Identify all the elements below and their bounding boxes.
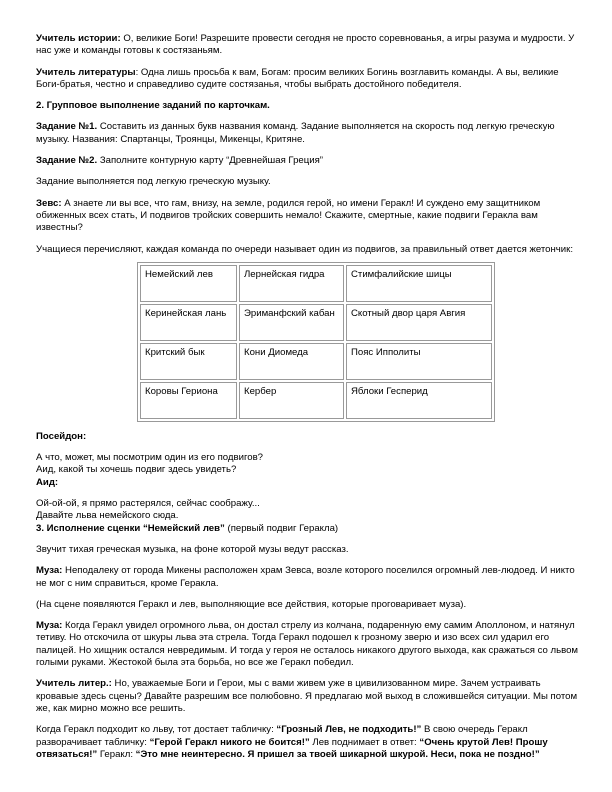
- paragraph-text: В свою очередь Геракл разворачивает табличку:: [36, 724, 528, 748]
- document-page: [36, 33, 582, 761]
- paragraph-text: Учащиеся перечисляют, каждая команда по очереди называет один из подвигов, за правильный ответ дается жетончик:: [36, 243, 574, 255]
- paragraph-text: Лев поднимает в ответ:: [309, 736, 420, 748]
- table-cell: Скотный двор царя Авгия: [346, 304, 492, 341]
- paragraph-music: Звучит тихая греческая музыка, на фоне которой музы ведут рассказ.: [36, 543, 349, 555]
- paragraph-text: : Одна лишь просьба к вам, Богам: просим великих Богинь возглавить команды. А вы, великие Боги-братья, честно и справедливо судите состязанья, чтобы выбрать достойного победителя.: [36, 66, 559, 90]
- table-cell: Кербер: [239, 382, 344, 419]
- aid-line-2: Давайте льва немейского сюда.: [36, 510, 179, 522]
- paragraph-muse-1: [36, 565, 582, 590]
- paragraph-literature-teacher-2: [36, 678, 582, 715]
- section-heading-3: [36, 523, 582, 535]
- section-heading-note: (первый подвиг Геракла): [224, 522, 339, 534]
- paragraph-task-1: [36, 121, 582, 146]
- table-row: [140, 304, 492, 341]
- sign-text: “Герой Геракл никого не боится!”: [149, 736, 310, 748]
- paragraph-text: Когда Геракл подходит ко льву, тот достает табличку:: [36, 724, 277, 736]
- paragraph-music-note: [36, 176, 582, 188]
- speaker-label: Зевс:: [36, 197, 62, 209]
- table-cell: Яблоки Гесперид: [346, 382, 492, 419]
- paragraph-task-2: [36, 155, 582, 167]
- speaker-label: Посейдон:: [36, 430, 87, 442]
- paragraph-muse-2: [36, 620, 582, 669]
- paragraph-history-teacher: [36, 33, 582, 58]
- table-cell: Стимфалийские шицы: [346, 265, 492, 302]
- table-cell: Лернейская гидра: [239, 265, 344, 302]
- table-cell: Эриманфский кабан: [239, 304, 344, 341]
- paragraph-text: Когда Геракл увидел огромного льва, он достал стрелу из колчана, подаренную ему самим Аполлоном, и натянул тетиву. Но отскочила от шкуры льва эта стрела. Тогда Геракл подошел к грозному зверю и изо всех сил ударил его палицей. Но хищник остался невредимым. И тогда у героя не осталось никакого другого выхода, как сражаться со львом голыми руками. Жестокой была эта борьба, но все же Геракл победил.: [36, 620, 579, 669]
- sign-text: “Это мне неинтересно. Я пришел за твоей шикарной шкурой. Неси, пока не поздно!”: [135, 748, 540, 760]
- table-cell: Критский бык: [140, 343, 237, 380]
- speaker-label: Учитель истории:: [36, 33, 121, 44]
- table-row: [140, 382, 492, 419]
- paragraph-text: Задание выполняется под легкую греческую музыку.: [36, 176, 271, 188]
- paragraph-stage-note: (На сцене появляются Геракл и лев, выполняющие все действия, которые проговаривает муза).: [36, 598, 467, 610]
- speaker-label: Учитель литературы: [36, 66, 136, 78]
- paragraph-text: А знаете ли вы все, что гам, внизу, на земле, родился герой, но имени Геракл! И суждено ему защитником обиженных всех стать, И подвигов тройских совершить немало! Скажите, смертные, какие подвиги Геракла вам известны?: [36, 197, 541, 234]
- paragraph-text: Неподалеку от города Микены расположен храм Зевса, возле которого поселился огромный лев-людоед. И никто не мог с ним справиться, кроме Геракла.: [36, 565, 575, 589]
- table-cell: Немейский лев: [140, 265, 237, 302]
- sign-text: “Грозный Лев, не подходить!”: [276, 724, 422, 736]
- task-label: Задание №2.: [36, 155, 98, 167]
- table-cell: Коровы Гериона: [140, 382, 237, 419]
- paragraph-zeus: [36, 198, 582, 235]
- paragraph-students: [36, 244, 582, 256]
- table-cell: Керинейская лань: [140, 304, 237, 341]
- aid-label-line: [36, 477, 582, 489]
- paragraph-literature-teacher: [36, 67, 582, 92]
- table-cell: Пояс Ипполиты: [346, 343, 492, 380]
- labors-table: [137, 262, 495, 422]
- poseidon-line-2: Аид, какой ты хочешь подвиг здесь увидеть?: [36, 464, 237, 476]
- paragraph-text: О, великие Боги! Разрешите провести сегодня не просто соревнованья, а игры разума и мудрости. У нас уже и команды готовы к состязаньям.: [36, 33, 575, 57]
- aid-line-1: Ой-ой-ой, я прямо растерялся, сейчас соображу...: [36, 498, 260, 510]
- section-heading-text: 3. Исполнение сценки “Немейский лев”: [36, 522, 225, 534]
- table-row: [140, 265, 492, 302]
- poseidon-line-1: А что, может, мы посмотрим один из его подвигов?: [36, 452, 264, 464]
- poseidon-label-line: [36, 431, 582, 443]
- paragraph-text: Составить из данных букв названия команд. Задание выполняется на скорость под легкую греческую музыку. Названия: Спартанцы, Троянцы, Микенцы, Критяне.: [36, 121, 555, 145]
- speaker-label: Учитель литер.:: [36, 678, 112, 690]
- paragraph-text: Заполните контурную карту “Древнейшая Греция”: [97, 155, 323, 167]
- section-heading-2: [36, 100, 582, 112]
- paragraph-text: Но, уважаемые Боги и Герои, мы с вами живем уже в цивилизованном мире. Зачем устраивать кровавые здесь сцены? Давайте разрешим все полюбовно. Я предлагаю мой выход в сложившейся ситуации. Мы потом же, как мирно можно все решить.: [36, 678, 578, 714]
- speaker-label: Муза:: [36, 620, 63, 632]
- task-label: Задание №1.: [36, 121, 98, 133]
- paragraph-signs: [36, 724, 582, 761]
- speaker-label: Муза:: [36, 565, 63, 577]
- table-cell: Кони Диомеда: [239, 343, 344, 380]
- sign-text: “Очень крутой Лев! Прошу отвязаться!”: [36, 736, 548, 760]
- section-heading-text: 2. Групповое выполнение заданий по карточкам.: [36, 100, 270, 112]
- speaker-label: Аид:: [36, 476, 59, 488]
- paragraph-text: Геракл:: [97, 748, 136, 760]
- table-row: [140, 343, 492, 380]
